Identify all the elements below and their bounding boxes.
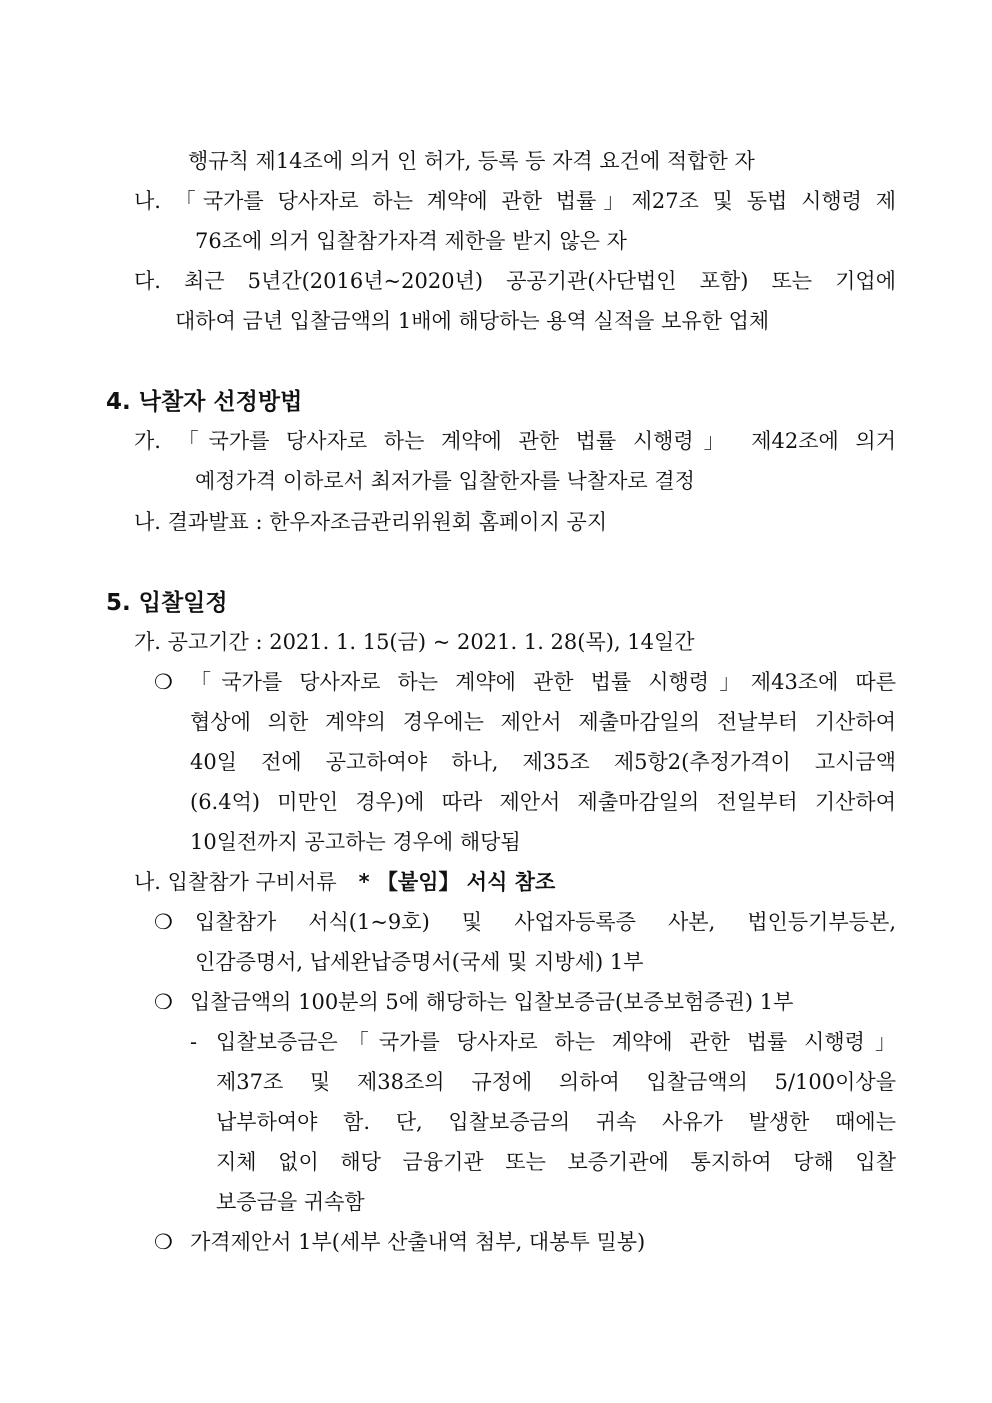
- s5-bullet2-line2: 인감증명서, 납세완납증명서(국세 및 지방세) 1부: [195, 950, 644, 974]
- s5-bullet1-line2: 협상에 의한 계약의 경우에는 제안서 제출마감일의 전날부터 기산하여: [190, 710, 896, 734]
- bullet-circle-icon: ❍: [154, 910, 173, 934]
- s5-bullet3: 입찰금액의 100분의 5에 해당하는 입찰보증금(보증보험증권) 1부: [190, 990, 794, 1014]
- s3-item-na-line2: 76조에 의거 입찰참가자격 제한을 받지 않은 자: [195, 229, 627, 253]
- s5-item-na: [134, 867, 555, 897]
- s5-dash-line4: 지체 없이 해당 금융기관 또는 보증기관에 통지하여 당해 입찰: [216, 1150, 896, 1174]
- s3-item-da-line2: 대하여 금년 입찰금액의 1배에 해당하는 용역 실적을 보유한 업체: [175, 309, 770, 333]
- s5-bullet2-line1: 입찰참가 서식(1~9호) 및 사업자등록증 사본, 법인등기부등본,: [195, 910, 896, 934]
- section-4-heading: 4. 낙찰자 선정방법: [106, 389, 303, 415]
- s5-bullet1-line3: 40일 전에 공고하여야 하나, 제35조 제5항2(추정가격이 고시금액: [190, 750, 896, 774]
- s4-item-ga-line2: 예정가격 이하로서 최저가를 입찰한자를 낙찰자로 결정: [195, 469, 695, 493]
- bullet-circle-icon: ❍: [154, 670, 173, 694]
- bullet-circle-icon: ❍: [154, 990, 173, 1014]
- s5-item-ga: 가. 공고기간 : 2021. 1. 15(금) ~ 2021. 1. 28(목), 14일간: [134, 630, 695, 654]
- s4-item-ga-line1: 가. 「국가를 당사자로 하는 계약에 관한 법률 시행령」 제42조에 의거: [134, 429, 896, 453]
- s5-dash-line3: 납부하여야 함. 단, 입찰보증금의 귀속 사유가 발생한 때에는: [216, 1110, 896, 1134]
- section-5-heading: 5. 입찰일정: [106, 590, 228, 616]
- attachment-note: * 【붙임】 서식 참조: [358, 870, 556, 894]
- s5-bullet1-line1: 「국가를 당사자로 하는 계약에 관한 법률 시행령」제43조에 따른: [190, 670, 896, 694]
- s4-item-na: 나. 결과발표 : 한우자조금관리위원회 홈페이지 공지: [134, 510, 608, 534]
- s5-item-na-label: 나. 입찰참가 구비서류: [134, 870, 337, 894]
- s5-bullet4: 가격제안서 1부(세부 산출내역 첨부, 대봉투 밀봉): [190, 1230, 646, 1254]
- dash-marker: -: [190, 1030, 198, 1054]
- s3-item-na-line1: 나. 「국가를 당사자로 하는 계약에 관한 법률」제27조 및 동법 시행령 제: [134, 189, 896, 213]
- s5-bullet1-line4: (6.4억) 미만인 경우)에 따라 제안서 제출마감일의 전일부터 기산하여: [190, 790, 896, 814]
- bullet-circle-icon: ❍: [154, 1230, 173, 1254]
- s5-dash-line2: 제37조 및 제38조의 규정에 의하여 입찰금액의 5/100이상을: [216, 1070, 896, 1094]
- s5-dash-line1: 입찰보증금은「국가를 당사자로 하는 계약에 관한 법률 시행령」: [216, 1030, 896, 1054]
- s5-bullet1-line5: 10일전까지 공고하는 경우에 해당됨: [190, 830, 521, 854]
- s3-continued-line: 행규칙 제14조에 의거 인 허가, 등록 등 자격 요건에 적합한 자: [188, 149, 755, 173]
- s3-item-da-line1: 다. 최근 5년간(2016년~2020년) 공공기관(사단법인 포함) 또는 기업에: [134, 269, 896, 293]
- s5-dash-line5: 보증금을 귀속함: [216, 1190, 365, 1214]
